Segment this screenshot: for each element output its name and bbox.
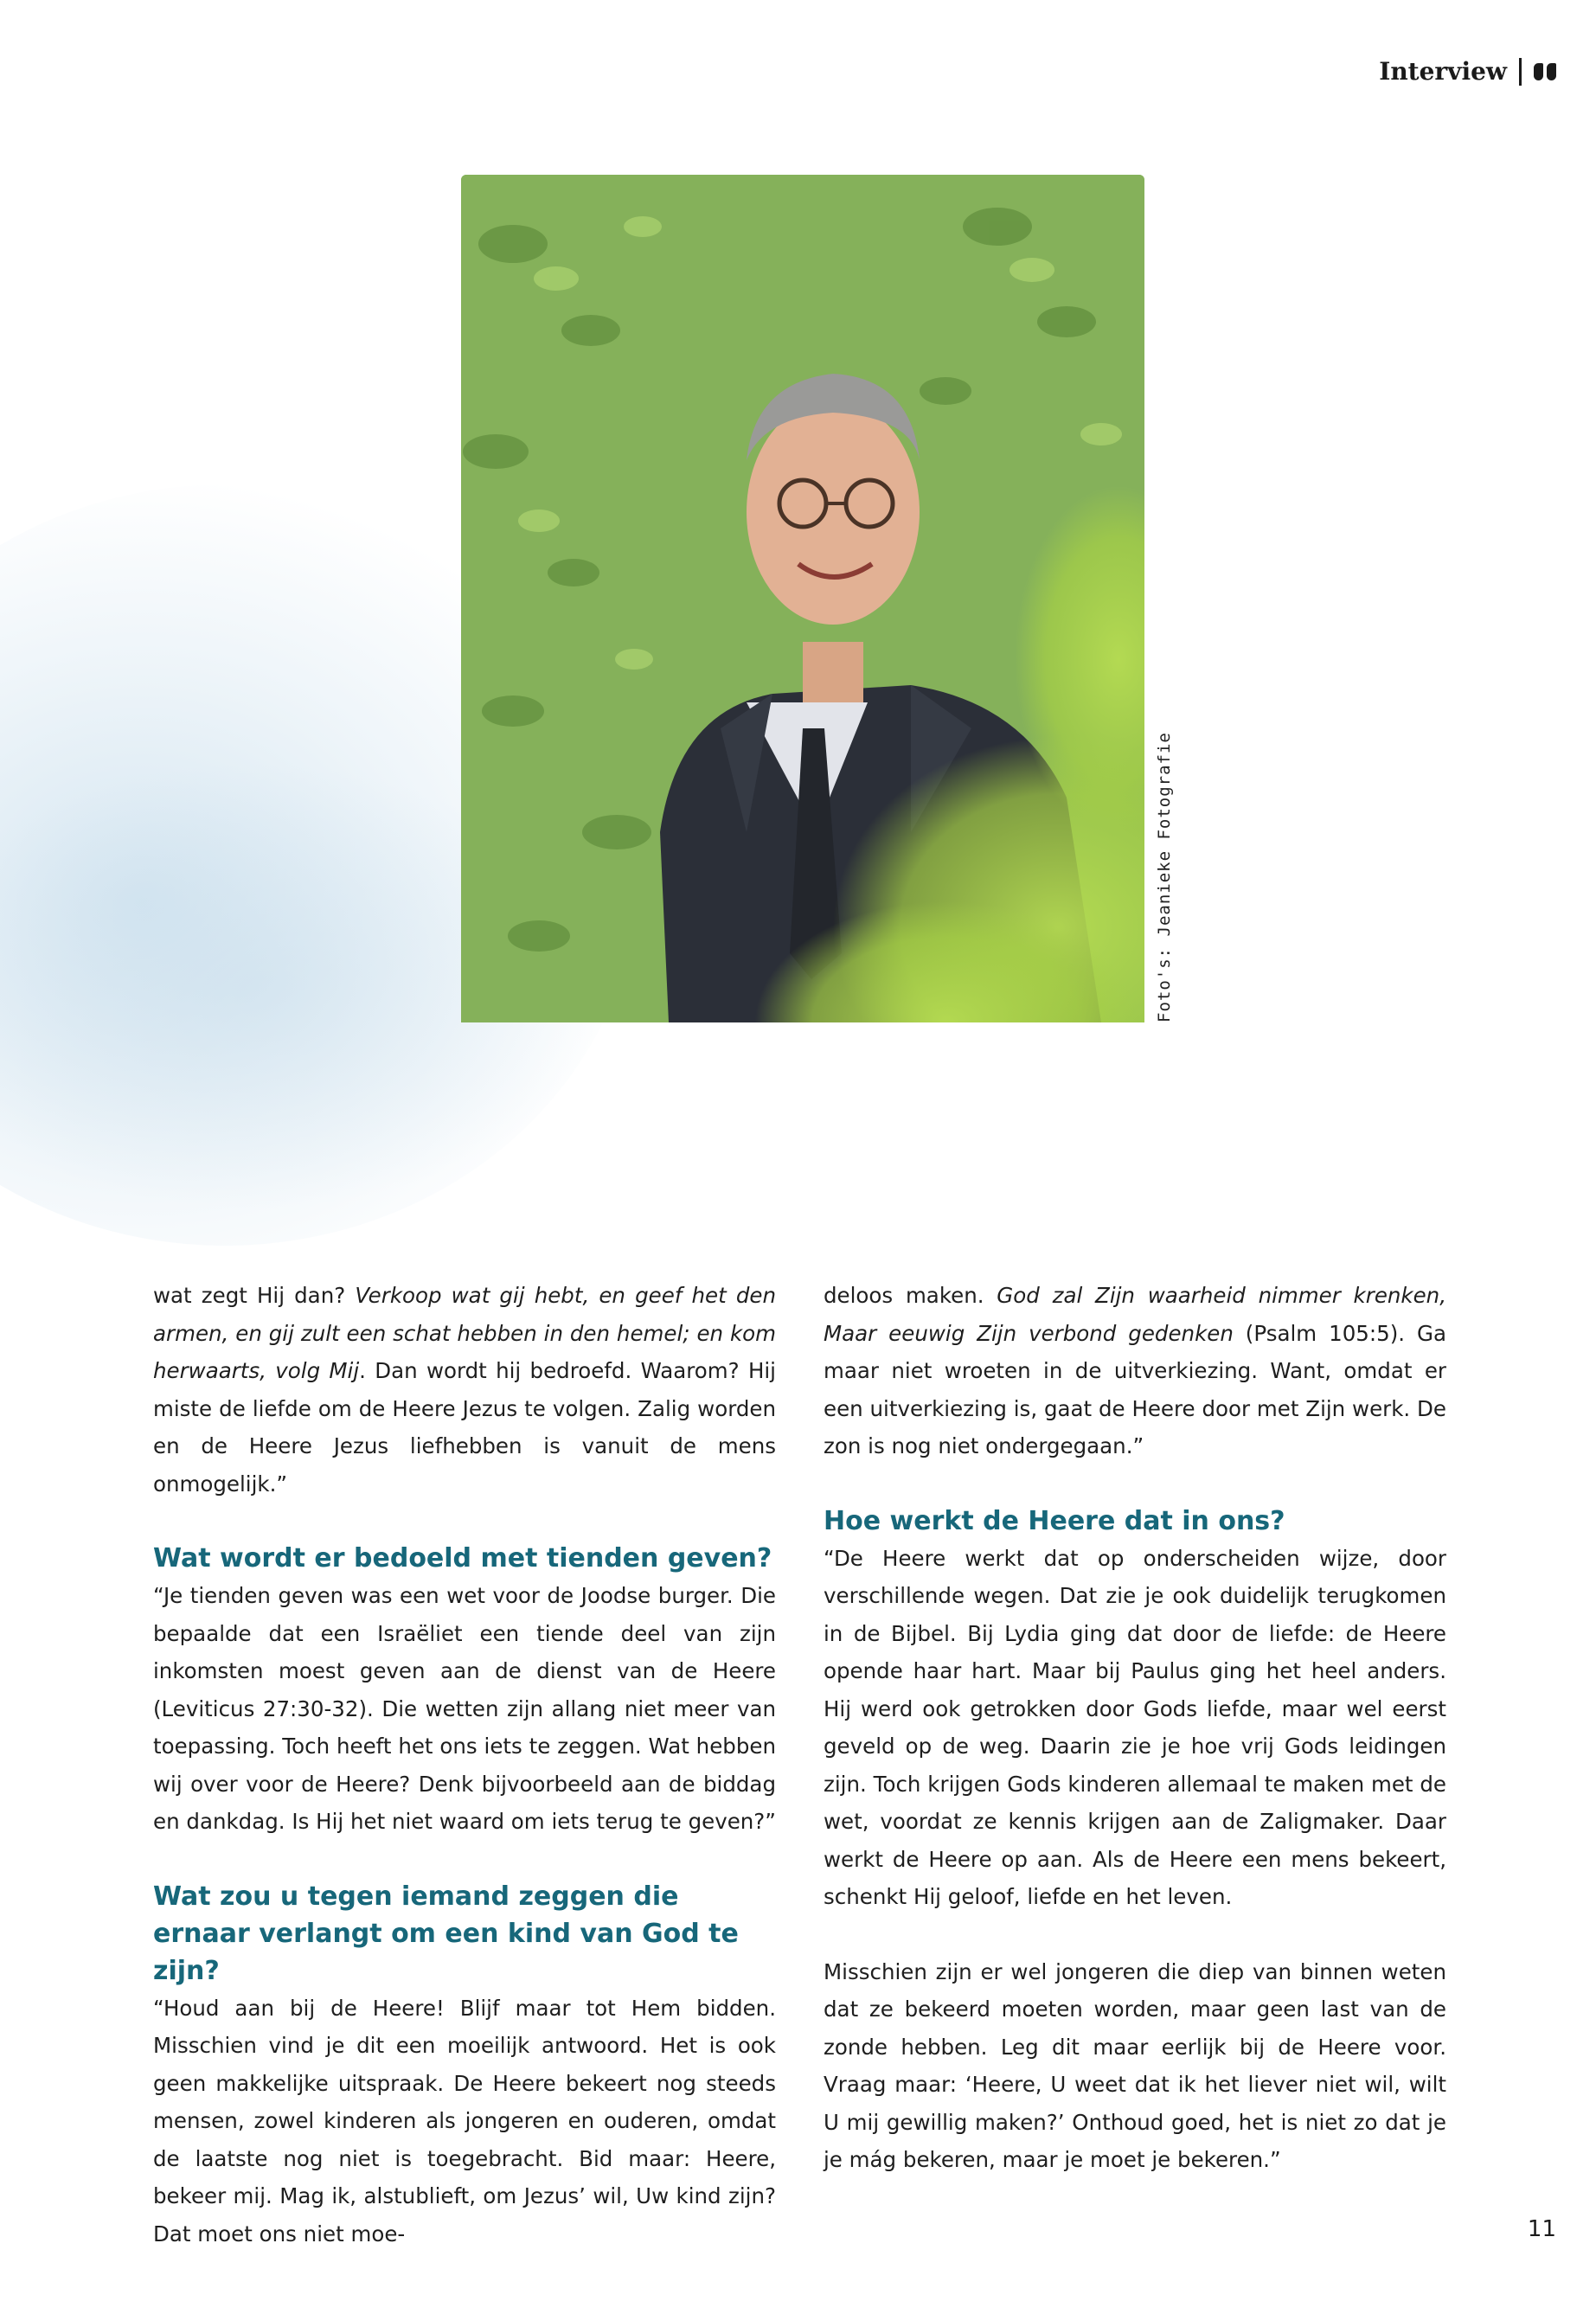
question-heading: Hoe werkt de Heere dat in ons? [824,1505,1285,1536]
photo-credit: Foto's: Jeanieke Fotografie [1155,732,1174,1022]
scripture-quote: Verkoop wat gij hebt, en geef het den armen, en gij zult een schat hebben in den hemel; en kom herwaarts, volg Mij [153,1283,776,1383]
text-span: (Psalm 105:5). Ga maar niet wroeten in de uitverkiezing. Want, omdat er een uitverkiezing is, gaat de Heere door met Zijn werk. De zon is nog niet ondergegaan.” [824,1320,1447,1458]
text-span: . Dan wordt hij bedroefd. Waarom? Hij miste de liefde om de Heere Jezus te volgen. Zalig worden en de Heere Jezus liefhebben is vanuit de mens onmogelijk.” [153,1358,776,1497]
header-divider [1519,58,1522,86]
psalm-quote: God zal Zijn waarheid nimmer krenken, Maar eeuwig Zijn verbond gedenken [824,1283,1446,1346]
paragraph: Misschien zijn er wel jongeren die diep van binnen weten dat ze bekeerd moeten worden, maar geen last van de zonde hebben. Leg dit maar eerlijk bij de Heere voor. Vraag maar: ‘Heere, U weet dat ik het liever niet wil, wilt U mij gewillig maken?’ Onthoud goed, het is niet zo dat je je mág bekeren, maar je moet je bekeren.” [824,1958,1446,2172]
page-number: 11 [1527,2216,1556,2242]
section-label: Interview [1379,57,1507,86]
paragraph: “Je tienden geven was een wet voor de Joodse burger. Die bepaalde dat een Israëliet een tiende deel van zijn inkomsten moest geven aan de dienst van de Heere (Leviticus 27:30-32). Die wetten zijn allang niet meer van toepassing. Toch heeft het ons iets te zeggen. Wat hebben wij over voor de Heere? Denk bijvoorbeeld aan de biddag en dankdag. Is Hij het niet waard om iets terug te geven?” [153,1583,776,1834]
paragraph: “Houd aan bij de Heere! Blijf maar tot Hem bidden. Misschien vind je dit een moeilijk antwoord. Het is ook geen makkelijke uitspraak. De Heere bekeert nog steeds mensen, zowel kinderen als jongeren en ouderen, omdat de laatste nog niet is toegebracht. Bid maar: Heere, bekeer mij. Mag ik, alstublieft, om Jezus’ wil, Uw kind zijn? Dat moet ons niet moe- [153,1995,776,2247]
question-heading: Wat wordt er bedoeld met tienden geven? [153,1543,772,1574]
portrait-photo [461,175,1144,1022]
paragraph [824,1277,1446,1465]
right-column [824,1277,1446,2179]
quote-icon [1534,63,1556,80]
question-heading: Wat zou u tegen iemand zeggen die ernaar verlangt om een kind van God te zijn? [153,1881,739,1986]
text-span: deloos maken. [824,1283,997,1308]
paragraph [153,1277,776,1503]
left-column [153,1277,776,2253]
paragraph: “De Heere werkt dat op onderscheiden wijze, door verschillende wegen. Dat zie je ook duidelijk terugkomen in de Bijbel. Bij Lydia ging dat door de liefde: de Heere opende haar hart. Maar bij Paulus ging het heel anders. Hij werd ook getrokken door Gods liefde, maar wel eerst geveld op de weg. Daarin zie je hoe vrij Gods leidingen zijn. Toch krijgen Gods kinderen allemaal te maken met de wet, voordat ze kennis krijgen aan de Zaligmaker. Daar werkt de Heere op aan. Als de Heere een mens bekeert, schenkt Hij geloof, liefde en het leven. [824,1545,1446,1909]
text-span: wat zegt Hij dan? [153,1283,356,1308]
section-header [1379,57,1556,86]
